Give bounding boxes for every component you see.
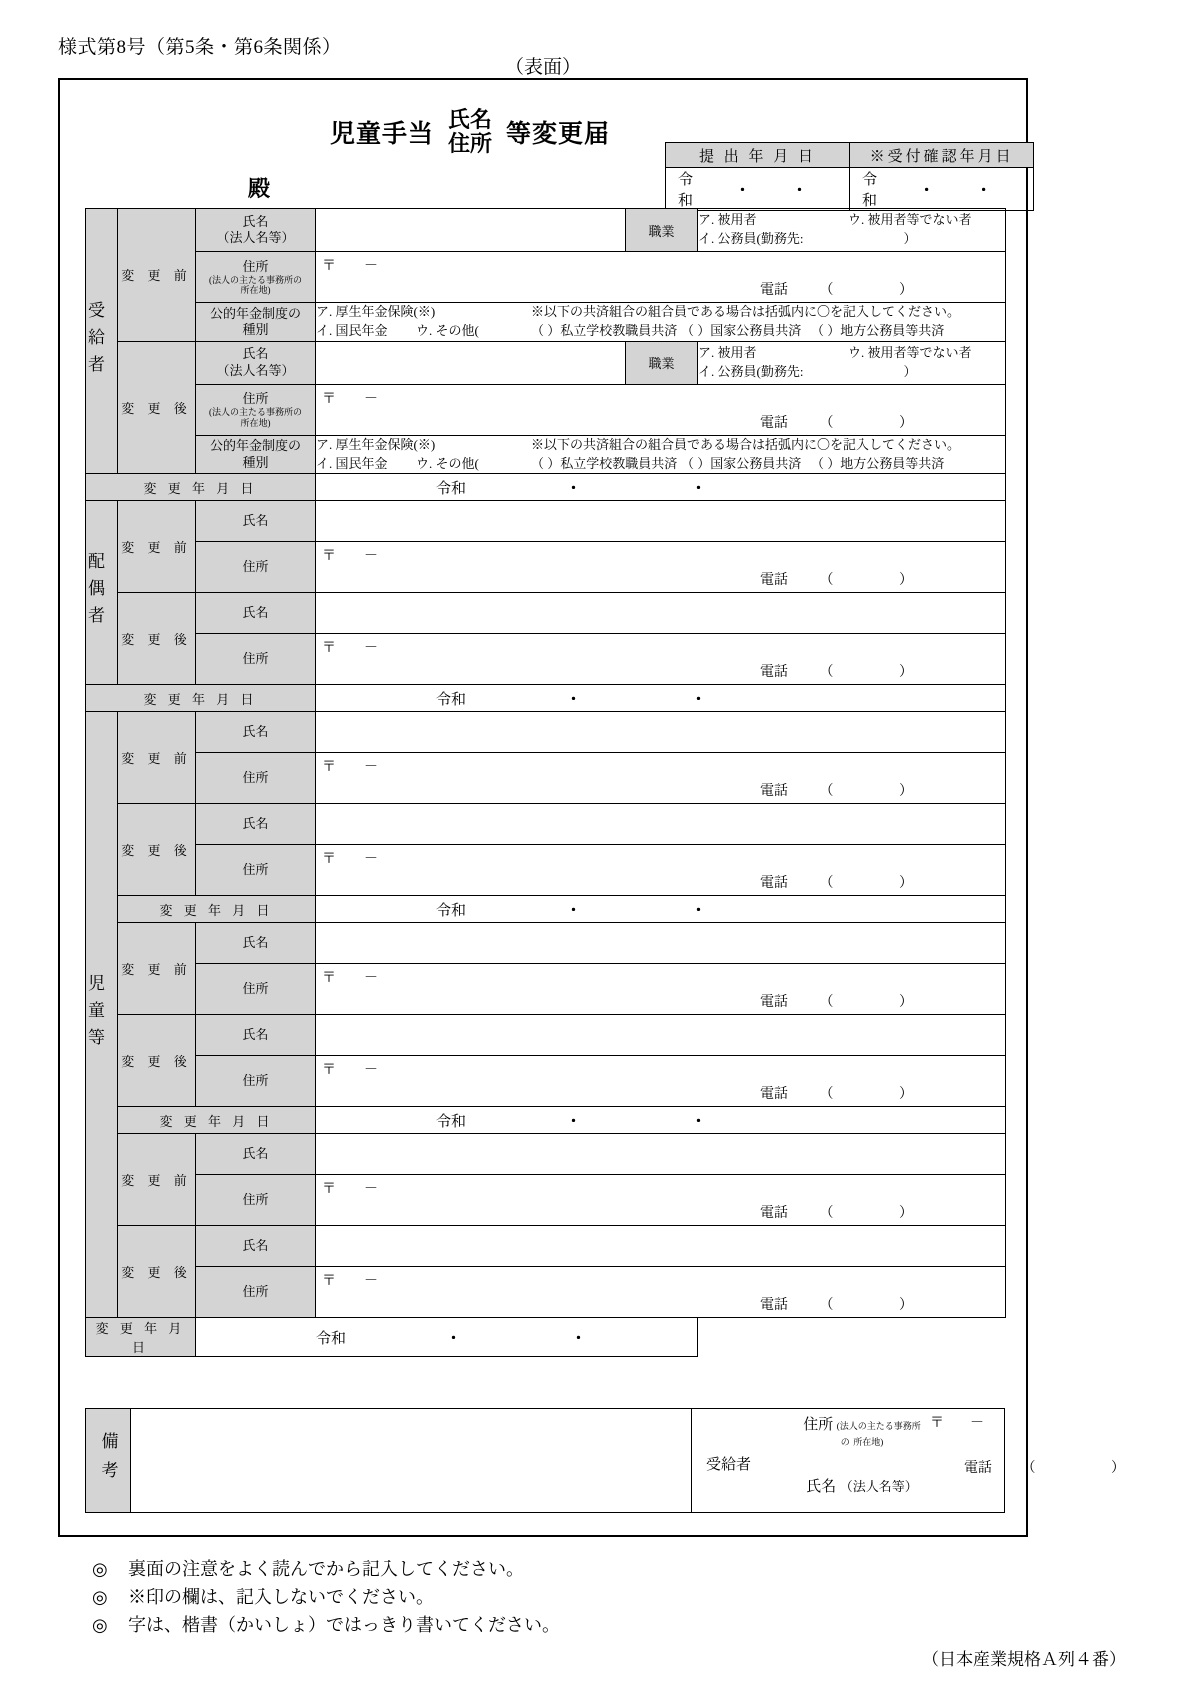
child1-before-name-label: 氏名 <box>196 712 316 753</box>
occ-option-a[interactable]: ア. 被用者 <box>698 344 757 360</box>
recipient-after-name-label: 氏名 （法人名等） <box>196 341 316 384</box>
title-name-line: 氏名 <box>448 107 493 132</box>
recipient-before-name-label: 氏名 （法人名等） <box>196 209 316 252</box>
recipient-change-date-row <box>86 474 1006 501</box>
recipient-before-occupation-options[interactable] <box>698 209 1006 252</box>
child3-before-name-label: 氏名 <box>196 1134 316 1175</box>
form-frame <box>58 78 1125 1537</box>
post-dash: － <box>364 391 378 407</box>
change-date-label: 変 更 年 月 日 <box>86 474 316 501</box>
spouse-before-address-input[interactable] <box>316 542 1006 593</box>
form-number: 様式第8号（第5条・第6条関係） <box>58 37 342 58</box>
receipt-date-header: ※受付確認年月日 <box>850 143 1034 168</box>
recipient-before-pension-row <box>86 303 1006 342</box>
child3-after-name-input[interactable] <box>316 1226 1006 1267</box>
pension-option-b[interactable]: イ. 国民年金 <box>316 322 388 338</box>
post-dash: － <box>364 259 378 274</box>
recipient-before-tel[interactable]: 電話 （ ） <box>760 283 913 298</box>
occ-option-b-close: ） <box>903 231 917 246</box>
spouse-after-name-label: 氏名 <box>196 593 316 634</box>
child3-before-tel[interactable]: 電話 （ ） <box>760 1206 913 1222</box>
pension-kyosai-1[interactable]: （ ）私立学校教職員共済 <box>531 322 678 338</box>
note-text: ※印の欄は、記入しないでください。 <box>128 1586 434 1607</box>
spouse-change-date-row <box>86 685 1006 712</box>
recipient-tel[interactable]: 電話 （ ） <box>964 1461 1125 1476</box>
occ-option-c[interactable]: ウ. 被用者等でない者 <box>848 344 972 360</box>
child2-after-name-label: 氏名 <box>196 1015 316 1056</box>
title-tail: 等変更届 <box>506 120 611 148</box>
child1-before-name-input[interactable] <box>316 712 1006 753</box>
recipient-before-address-input[interactable] <box>316 252 1006 303</box>
recipient-before-pension-label: 公的年金制度の 種別 <box>196 303 316 342</box>
spouse-before-name-input[interactable] <box>316 501 1006 542</box>
child3-before-label: 変 更 前 <box>118 1134 196 1226</box>
occ-option-c[interactable]: ウ. 被用者等でない者 <box>848 212 972 228</box>
post-dash: － <box>970 1416 984 1431</box>
note-item <box>92 1612 560 1640</box>
post-mark-icon: 〒 <box>322 760 336 776</box>
child1-change-date-row <box>86 896 1006 923</box>
post-mark-icon: 〒 <box>322 971 336 987</box>
recipient-after-name-row <box>86 341 1006 384</box>
child2-change-date-value[interactable]: 令和 ・ ・ <box>316 1107 1006 1134</box>
recipient-address-label: 住所 (法人の主たる事務所の 所在地) <box>803 1417 921 1447</box>
child1-before-address-input[interactable] <box>316 753 1006 804</box>
child3-change-date-value[interactable]: 令和 ・ ・ <box>196 1318 698 1357</box>
note-text: 裏面の注意をよく読んでから記入してください。 <box>128 1559 524 1579</box>
recipient-label: 受給者 <box>706 1457 752 1473</box>
recipient-after-address-label: 住所 (法人の主たる事務所の 所在地) <box>196 384 316 435</box>
post-mark-icon: 〒 <box>322 259 336 274</box>
post-mark-icon: 〒 <box>322 641 336 657</box>
pension-kyosai-2[interactable]: （ ）国家公務員共済 <box>681 455 802 471</box>
bullet-icon: ◎ <box>92 1614 108 1635</box>
post-dash: － <box>364 971 378 987</box>
pension-note: ※以下の共済組合の組合員である場合は括弧内に〇を記入してください。 <box>531 436 961 452</box>
pension-kyosai-2[interactable]: （ ）国家公務員共済 <box>681 322 802 338</box>
submit-dot-1: ・ <box>735 182 751 199</box>
submit-date-value[interactable] <box>666 168 850 211</box>
child1-after-address-input[interactable] <box>316 845 1006 896</box>
title-stack <box>448 108 492 156</box>
form-title <box>330 108 610 156</box>
child1-after-name-label: 氏名 <box>196 804 316 845</box>
child1-after-label: 変 更 後 <box>118 804 196 896</box>
recipient-change-date-value[interactable]: 令和 ・ ・ <box>316 474 1006 501</box>
change-date-label: 変 更 年 月 日 <box>118 896 316 923</box>
change-date-label: 変 更 年 月 日 <box>86 685 316 712</box>
recipient-signature-block <box>692 1409 1125 1512</box>
pension-option-c[interactable]: ウ. その他( <box>416 455 479 471</box>
child2-before-label: 変 更 前 <box>118 923 196 1015</box>
title-address-line: 住所 <box>448 130 493 156</box>
pension-kyosai-1[interactable]: （ ）私立学校教職員共済 <box>531 455 678 471</box>
change-date-label: 変 更 年 月 日 <box>118 1107 316 1134</box>
pension-note: ※以下の共済組合の組合員である場合は括弧内に〇を記入してください。 <box>531 304 961 319</box>
child1-after-name-input[interactable] <box>316 804 1006 845</box>
child3-before-address-input[interactable] <box>316 1175 1006 1226</box>
child2-after-address-label: 住所 <box>196 1056 316 1107</box>
child3-after-name-label: 氏名 <box>196 1226 316 1267</box>
receipt-date-value[interactable] <box>850 168 1034 211</box>
child2-after-address-row <box>86 1056 1006 1107</box>
occ-option-b[interactable]: イ. 公務員(勤務先: <box>698 363 804 379</box>
recipient-before-name-input[interactable] <box>316 209 626 252</box>
addressee-dono: 殿 <box>248 176 271 201</box>
child3-before-address-row <box>86 1175 1006 1226</box>
child2-after-label: 変 更 後 <box>118 1015 196 1107</box>
post-mark-icon: 〒 <box>322 549 336 565</box>
recipient-before-pension-options[interactable] <box>316 303 1006 342</box>
child1-before-name-row <box>86 712 1006 753</box>
child2-before-address-row <box>86 964 1006 1015</box>
submit-era: 令和 <box>678 172 694 209</box>
recipient-before-occupation-label: 職業 <box>626 209 698 252</box>
spouse-before-address-label: 住所 <box>196 542 316 593</box>
change-date-label: 変 更 年 月 日 <box>86 1318 196 1357</box>
child3-after-address-input[interactable] <box>316 1267 1006 1318</box>
post-mark-icon: 〒 <box>322 852 336 868</box>
child3-after-label: 変 更 後 <box>118 1226 196 1318</box>
recipient-before-address-label: 住所 (法人の主たる事務所の 所在地) <box>196 252 316 303</box>
child3-after-tel[interactable]: 電話 （ ） <box>760 1298 913 1314</box>
spouse-after-tel[interactable]: 電話 （ ） <box>760 665 913 681</box>
recipient-after-tel[interactable]: 電話 （ ） <box>760 415 913 431</box>
spouse-after-address-label: 住所 <box>196 634 316 685</box>
spouse-change-date-value[interactable]: 令和 ・ ・ <box>316 685 1006 712</box>
recipient-after-address-input[interactable] <box>316 384 1006 435</box>
pension-kyosai-3[interactable]: （ ）地方公務員等共済 <box>811 455 945 471</box>
spouse-before-address-row <box>86 542 1006 593</box>
recipient-vertical-label: 受給者 <box>86 209 118 474</box>
child3-before-address-label: 住所 <box>196 1175 316 1226</box>
child2-after-tel[interactable]: 電話 （ ） <box>760 1087 913 1103</box>
note-text: 字は、楷書（かいしょ）ではっきり書いてください。 <box>128 1614 560 1635</box>
title-main: 児童手当 <box>330 120 435 148</box>
child1-change-date-value[interactable]: 令和 ・ ・ <box>316 896 1006 923</box>
child2-before-name-input[interactable] <box>316 923 1006 964</box>
pension-option-c[interactable]: ウ. その他( <box>416 322 479 338</box>
recipient-after-pension-row <box>86 435 1006 474</box>
child2-before-name-label: 氏名 <box>196 923 316 964</box>
recipient-after-pension-options[interactable] <box>316 435 1006 474</box>
recipient-before-name-row <box>86 209 1006 252</box>
receipt-dot-1: ・ <box>919 182 935 199</box>
spouse-before-label: 変 更 前 <box>118 501 196 593</box>
submit-dot-2: ・ <box>792 182 808 199</box>
child1-before-address-label: 住所 <box>196 753 316 804</box>
bullet-icon: ◎ <box>92 1559 108 1579</box>
occ-option-b-close: ） <box>903 363 917 379</box>
spouse-before-name-row <box>86 501 1006 542</box>
recipient-after-address-row <box>86 384 1006 435</box>
recipient-after-name-input[interactable] <box>316 341 626 384</box>
child2-after-name-input[interactable] <box>316 1015 1006 1056</box>
spouse-before-tel[interactable]: 電話 （ ） <box>760 573 913 589</box>
remarks-input[interactable] <box>131 1409 692 1512</box>
recipient-before-address-row <box>86 252 1006 303</box>
receipt-era: 令和 <box>862 172 878 209</box>
pension-option-b[interactable]: イ. 国民年金 <box>316 455 388 471</box>
pension-option-a[interactable]: ア. 厚生年金保険(※) <box>316 436 436 452</box>
remarks-recipient-block <box>85 1408 1125 1513</box>
child1-after-name-row <box>86 804 1006 845</box>
post-dash: － <box>364 852 378 868</box>
spouse-vertical-label: 配偶者 <box>86 501 118 685</box>
child1-after-address-row <box>86 845 1006 896</box>
footer-notes <box>92 1556 560 1640</box>
post-mark-icon: 〒 <box>930 1416 944 1431</box>
spouse-after-name-input[interactable] <box>316 593 1006 634</box>
child1-before-label: 変 更 前 <box>118 712 196 804</box>
submit-date-header: 提 出 年 月 日 <box>666 143 850 168</box>
post-dash: － <box>364 1063 378 1079</box>
child3-change-date-row <box>86 1318 1006 1357</box>
paper-size-note: （日本産業規格Ａ列４番） <box>922 1650 1126 1669</box>
child3-after-address-label: 住所 <box>196 1267 316 1318</box>
note-item <box>92 1556 560 1584</box>
main-form-grid <box>85 208 1006 1357</box>
post-dash: － <box>364 1182 378 1198</box>
spouse-after-label: 変 更 後 <box>118 593 196 685</box>
post-mark-icon: 〒 <box>322 1063 336 1079</box>
spouse-before-name-label: 氏名 <box>196 501 316 542</box>
child2-before-address-label: 住所 <box>196 964 316 1015</box>
bullet-icon: ◎ <box>92 1586 108 1607</box>
recipient-after-label: 変 更 後 <box>118 341 196 474</box>
occ-option-b[interactable]: イ. 公務員(勤務先: <box>698 231 804 246</box>
child1-before-address-row <box>86 753 1006 804</box>
note-item <box>92 1584 560 1612</box>
recipient-after-occupation-label: 職業 <box>626 341 698 384</box>
side-note: （表面） <box>505 57 582 78</box>
child1-after-address-label: 住所 <box>196 845 316 896</box>
child2-before-name-row <box>86 923 1006 964</box>
recipient-before-label: 変 更 前 <box>118 209 196 342</box>
post-dash: － <box>364 1274 378 1290</box>
child3-after-address-row <box>86 1267 1006 1318</box>
child3-after-name-row <box>86 1226 1006 1267</box>
child2-change-date-row <box>86 1107 1006 1134</box>
submission-date-table <box>665 142 1034 211</box>
spouse-after-name-row <box>86 593 1006 634</box>
post-dash: － <box>364 760 378 776</box>
child2-after-name-row <box>86 1015 1006 1056</box>
child3-before-name-row <box>86 1134 1006 1175</box>
child3-before-name-input[interactable] <box>316 1134 1006 1175</box>
occ-option-a[interactable]: ア. 被用者 <box>698 212 757 228</box>
post-dash: － <box>364 641 378 657</box>
remarks-label: 備考 <box>86 1409 131 1512</box>
child1-before-tel[interactable]: 電話 （ ） <box>760 784 913 800</box>
post-mark-icon: 〒 <box>322 391 336 407</box>
recipient-name-label: 氏名 （法人名等） <box>806 1479 918 1495</box>
recipient-after-pension-label: 公的年金制度の 種別 <box>196 435 316 474</box>
receipt-dot-2: ・ <box>976 182 992 199</box>
recipient-after-occupation-options[interactable] <box>698 341 1006 384</box>
pension-option-a[interactable]: ア. 厚生年金保険(※) <box>316 304 436 319</box>
child2-after-address-input[interactable] <box>316 1056 1006 1107</box>
spouse-after-address-input[interactable] <box>316 634 1006 685</box>
children-vertical-label: 児童等 <box>86 712 118 1318</box>
post-dash: － <box>364 549 378 565</box>
post-mark-icon: 〒 <box>322 1182 336 1198</box>
child2-before-tel[interactable]: 電話 （ ） <box>760 995 913 1011</box>
child1-after-tel[interactable]: 電話 （ ） <box>760 876 913 892</box>
post-mark-icon: 〒 <box>322 1274 336 1290</box>
child2-before-address-input[interactable] <box>316 964 1006 1015</box>
pension-kyosai-3[interactable]: （ ）地方公務員等共済 <box>811 322 945 338</box>
spouse-after-address-row <box>86 634 1006 685</box>
